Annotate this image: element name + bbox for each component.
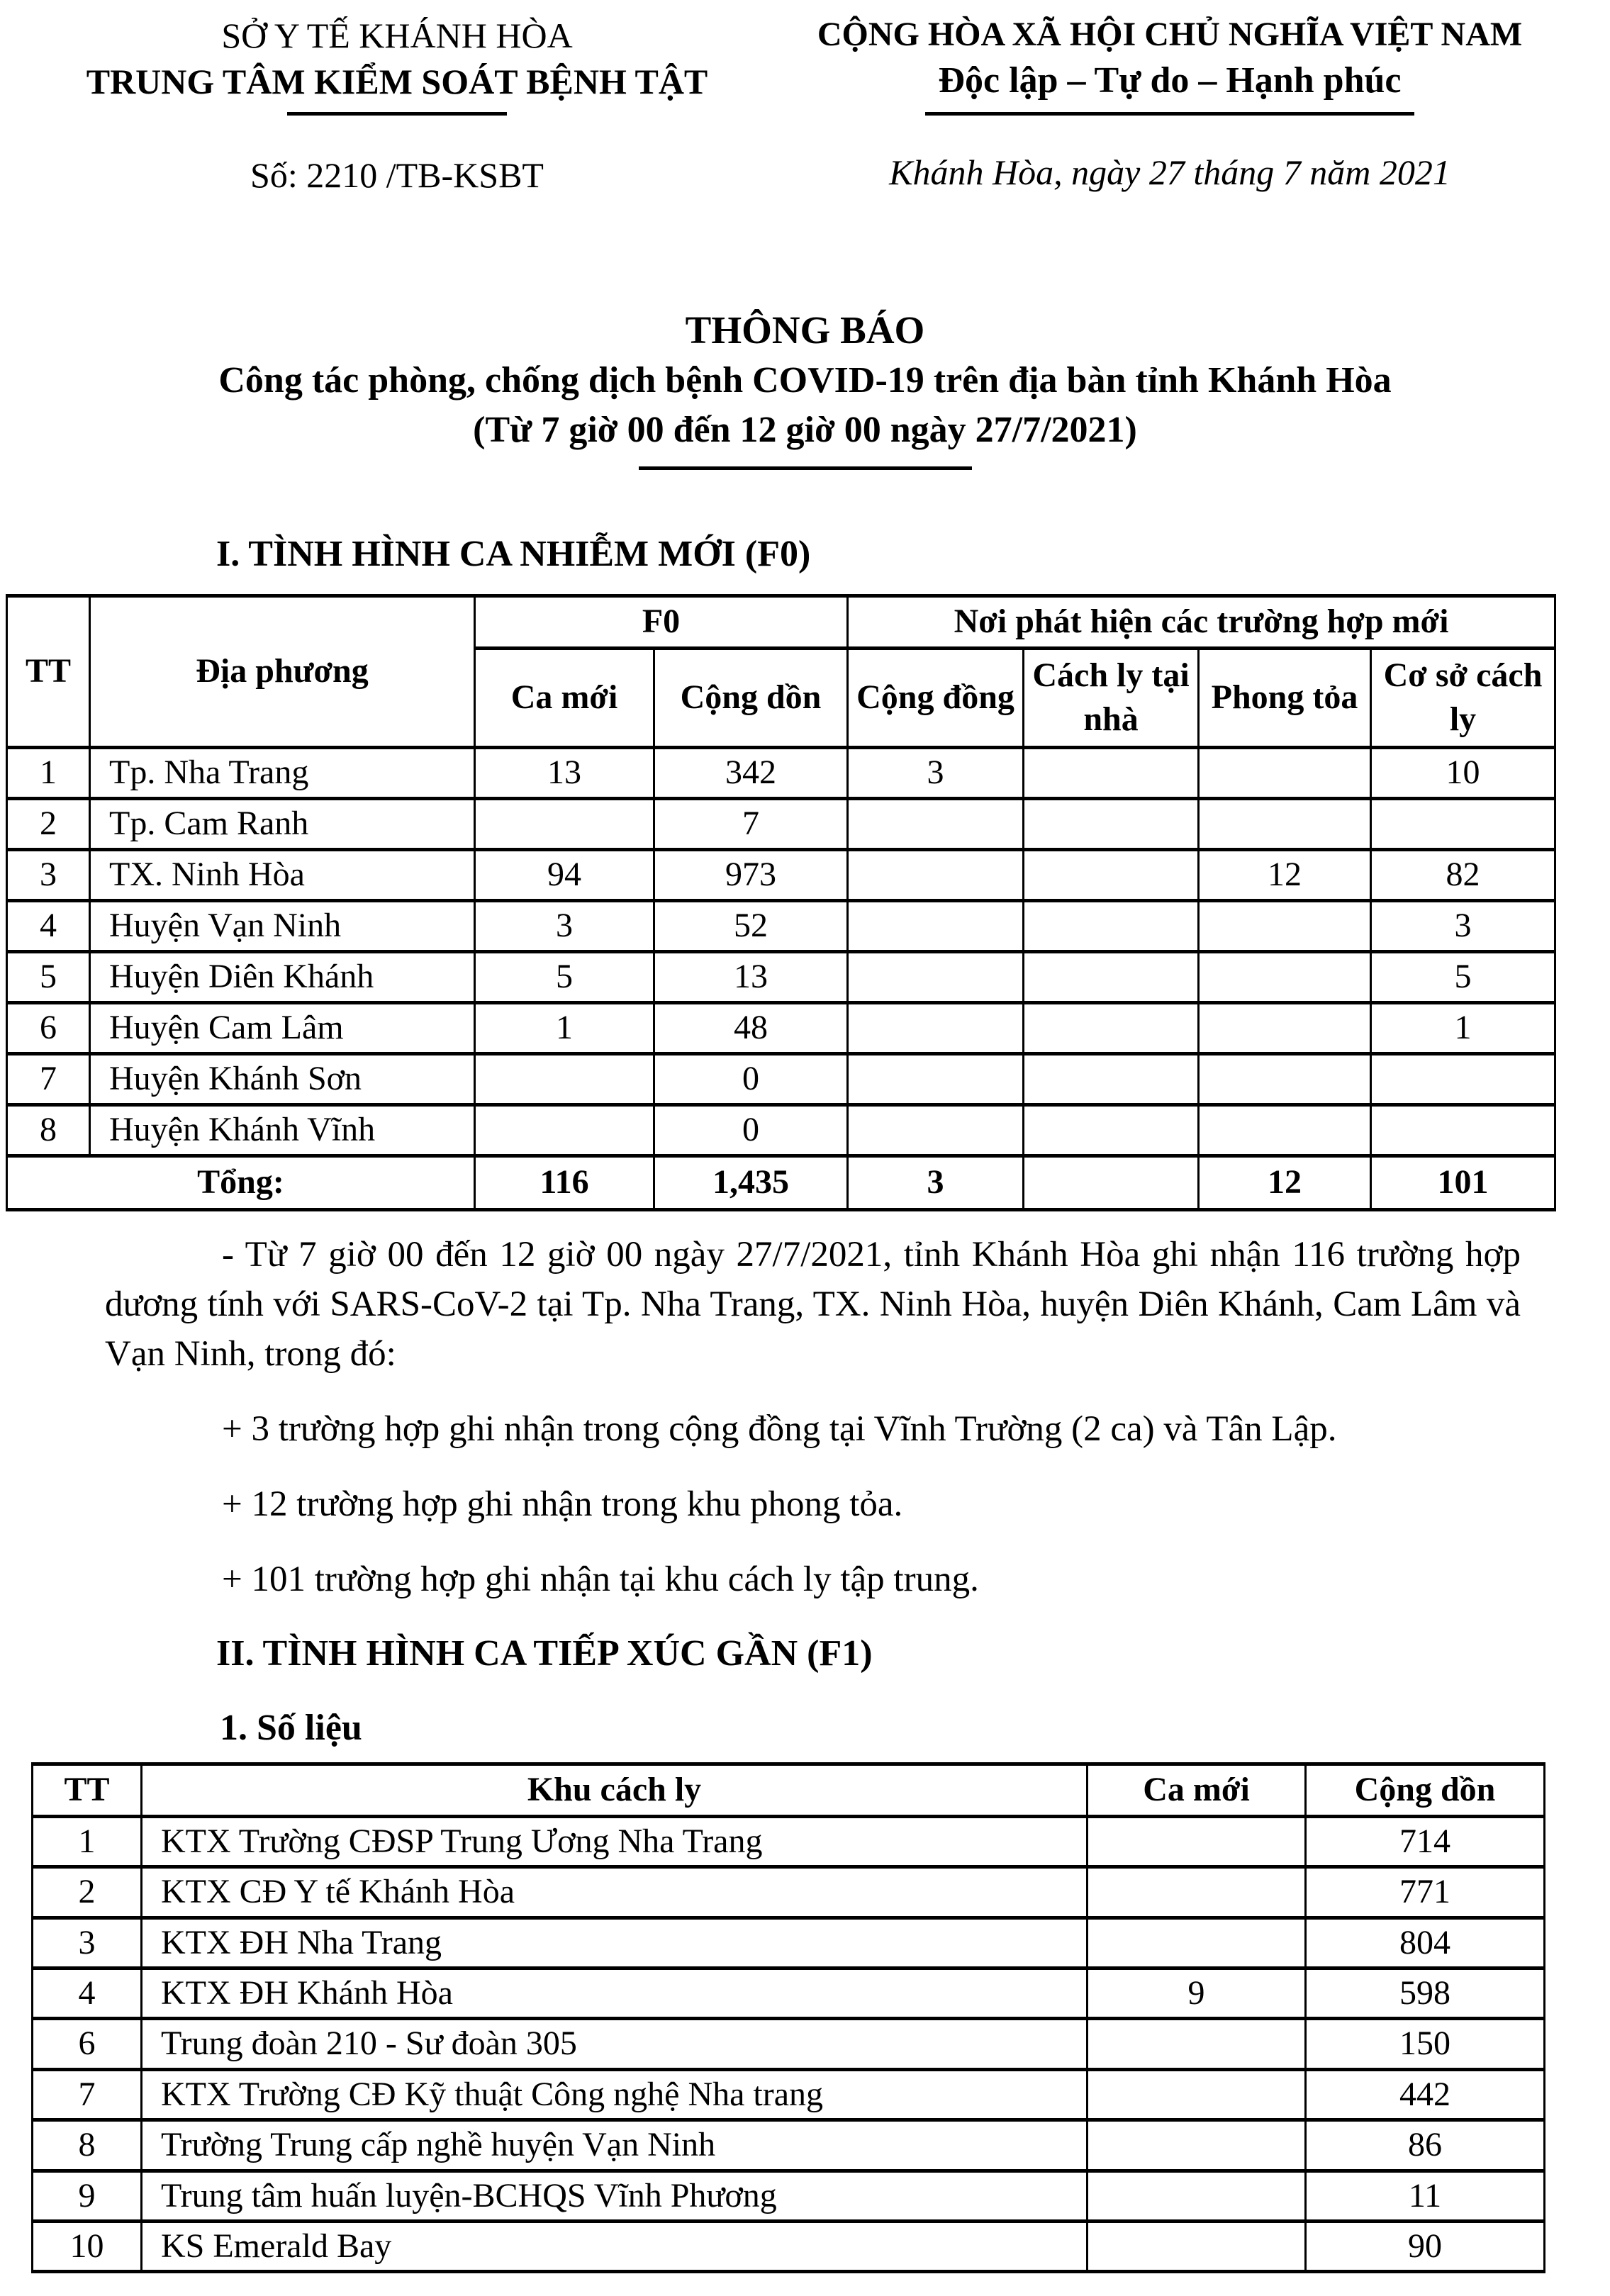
cell-dia-phuong: Huyện Cam Lâm	[90, 1002, 475, 1053]
cell-cong-dong	[848, 951, 1024, 1002]
cell-tt: 5	[7, 951, 90, 1002]
cell-cong-dong	[848, 900, 1024, 951]
national-title: CỘNG HÒA XÃ HỘI CHỦ NGHĨA VIỆT NAM	[817, 16, 1523, 53]
col-header-khu-cach-ly: Khu cách ly	[142, 1764, 1088, 1816]
cell-tt: 8	[33, 2120, 142, 2171]
cell-cong-don: 86	[1306, 2120, 1545, 2171]
cell-ca-moi: 5	[475, 951, 654, 1002]
cell-tt: 10	[33, 2221, 142, 2271]
cell-ca-moi	[1088, 2019, 1306, 2069]
col-header-co-so-cach-ly: Cơ sở cách ly	[1371, 648, 1555, 747]
table-row	[7, 1053, 1555, 1104]
cell-ca-moi: 9	[1088, 1968, 1306, 2018]
cell-ca-moi	[1088, 2120, 1306, 2171]
cell-tt: 1	[7, 747, 90, 798]
cell-cong-don: 442	[1306, 2069, 1545, 2119]
table-row	[7, 1104, 1555, 1155]
table-row	[7, 798, 1555, 849]
cell-co-so-cach-ly: 82	[1371, 849, 1555, 900]
table-row	[33, 2019, 1545, 2069]
cell-khu-cach-ly: Trung đoàn 210 - Sư đoàn 305	[142, 2019, 1088, 2069]
table-row	[33, 1867, 1545, 1917]
cell-co-so-cach-ly: 1	[1371, 1002, 1555, 1053]
section-1-heading: I. TÌNH HÌNH CA NHIỄM MỚI (F0)	[216, 534, 811, 574]
cell-cach-ly-tai-nha	[1024, 900, 1199, 951]
cell-total-cong-dong: 3	[848, 1155, 1024, 1209]
document-time-range: (Từ 7 giờ 00 đến 12 giờ 00 ngày 27/7/2021)	[473, 410, 1137, 450]
cell-co-so-cach-ly: 3	[1371, 900, 1555, 951]
cell-cong-don: 90	[1306, 2221, 1545, 2271]
agency-parent-name: SỞ Y TẾ KHÁNH HÒA	[221, 16, 573, 55]
cell-cong-dong	[848, 849, 1024, 900]
cell-cong-dong	[848, 1053, 1024, 1104]
cell-tt: 3	[7, 849, 90, 900]
col-header-ca-moi: Ca mới	[475, 648, 654, 747]
col-group-f0: F0	[475, 595, 848, 648]
cell-khu-cach-ly: KTX ĐH Khánh Hòa	[142, 1968, 1088, 2018]
table-row	[33, 2171, 1545, 2221]
table-row	[33, 1968, 1545, 2018]
cell-phong-toa	[1199, 900, 1371, 951]
cell-phong-toa	[1199, 1104, 1371, 1155]
motto-underline	[925, 112, 1414, 116]
cell-ca-moi	[475, 798, 654, 849]
cell-total-cong-don: 1,435	[654, 1155, 848, 1209]
cell-cong-don: 973	[654, 849, 848, 900]
table-row	[7, 849, 1555, 900]
cell-co-so-cach-ly	[1371, 1104, 1555, 1155]
cell-khu-cach-ly: KS Emerald Bay	[142, 2221, 1088, 2271]
cell-tt: 3	[33, 1917, 142, 1968]
title-underline	[639, 466, 972, 470]
cell-ca-moi	[1088, 1917, 1306, 1968]
cell-ca-moi: 3	[475, 900, 654, 951]
section-2-subheading: 1. Số liệu	[220, 1708, 362, 1749]
cell-khu-cach-ly: Trường Trung cấp nghề huyện Vạn Ninh	[142, 2120, 1088, 2171]
col-group-noi-phat-hien: Nơi phát hiện các trường hợp mới	[848, 595, 1555, 648]
cell-phong-toa	[1199, 798, 1371, 849]
cell-cong-dong	[848, 798, 1024, 849]
cell-dia-phuong: Huyện Diên Khánh	[90, 951, 475, 1002]
f1-table-header-row	[33, 1764, 1545, 1816]
document-title: THÔNG BÁO	[685, 308, 925, 352]
cell-tt: 4	[33, 1968, 142, 2018]
cell-ca-moi	[1088, 2221, 1306, 2271]
cell-cach-ly-tai-nha	[1024, 1053, 1199, 1104]
cell-total-ca-moi: 116	[475, 1155, 654, 1209]
cell-ca-moi	[1088, 1816, 1306, 1866]
f0-table	[6, 594, 1556, 1211]
cell-cong-dong	[848, 1104, 1024, 1155]
table-row	[7, 951, 1555, 1002]
paragraph-quarantine-cases: + 101 trường hợp ghi nhận tại khu cách ly tập trung.	[222, 1559, 979, 1599]
col-header-cong-dong: Cộng đồng	[848, 648, 1024, 747]
cell-cong-don: 598	[1306, 1968, 1545, 2018]
cell-cong-don: 48	[654, 1002, 848, 1053]
col-header-cong-don: Cộng dồn	[1306, 1764, 1545, 1816]
cell-ca-moi	[1088, 2171, 1306, 2221]
table-row	[7, 1002, 1555, 1053]
col-header-cong-don: Cộng dồn	[654, 648, 848, 747]
cell-tt: 4	[7, 900, 90, 951]
table-row	[7, 747, 1555, 798]
cell-cong-don: 0	[654, 1053, 848, 1104]
cell-cong-don: 342	[654, 747, 848, 798]
cell-ca-moi	[475, 1104, 654, 1155]
cell-cong-dong	[848, 1002, 1024, 1053]
cell-dia-phuong: TX. Ninh Hòa	[90, 849, 475, 900]
cell-phong-toa	[1199, 747, 1371, 798]
cell-cong-dong: 3	[848, 747, 1024, 798]
document-subtitle: Công tác phòng, chống dịch bệnh COVID-19 trên địa bàn tỉnh Khánh Hòa	[218, 360, 1392, 401]
cell-total-phong-toa: 12	[1199, 1155, 1371, 1209]
cell-tt: 9	[33, 2171, 142, 2221]
cell-khu-cach-ly: Trung tâm huấn luyện-BCHQS Vĩnh Phương	[142, 2171, 1088, 2221]
cell-cach-ly-tai-nha	[1024, 1002, 1199, 1053]
cell-cach-ly-tai-nha	[1024, 849, 1199, 900]
cell-cong-don: 804	[1306, 1917, 1545, 1968]
national-motto: Độc lập – Tự do – Hạnh phúc	[938, 60, 1402, 101]
paragraph-lockdown-cases: + 12 trường hợp ghi nhận trong khu phong tỏa.	[222, 1484, 903, 1524]
cell-dia-phuong: Huyện Khánh Vĩnh	[90, 1104, 475, 1155]
f1-table	[31, 1762, 1545, 2274]
cell-cong-don: 771	[1306, 1867, 1545, 1917]
table-row	[7, 900, 1555, 951]
cell-phong-toa: 12	[1199, 849, 1371, 900]
total-row	[7, 1155, 1555, 1209]
cell-co-so-cach-ly: 5	[1371, 951, 1555, 1002]
cell-tt: 1	[33, 1816, 142, 1866]
cell-ca-moi	[1088, 1867, 1306, 1917]
table-row	[33, 2221, 1545, 2271]
cell-cach-ly-tai-nha	[1024, 798, 1199, 849]
cell-tt: 7	[33, 2069, 142, 2119]
cell-ca-moi: 94	[475, 849, 654, 900]
col-header-tt: TT	[33, 1764, 142, 1816]
paragraph-community-cases: + 3 trường hợp ghi nhận trong cộng đồng tại Vĩnh Trường (2 ca) và Tân Lập.	[222, 1409, 1337, 1449]
section-2-heading: II. TÌNH HÌNH CA TIẾP XÚC GẦN (F1)	[216, 1633, 873, 1674]
cell-dia-phuong: Huyện Vạn Ninh	[90, 900, 475, 951]
table-row	[33, 1917, 1545, 1968]
cell-ca-moi: 1	[475, 1002, 654, 1053]
section-1-paragraphs	[0, 1230, 1610, 1604]
cell-dia-phuong: Huyện Khánh Sơn	[90, 1053, 475, 1104]
cell-cong-don: 150	[1306, 2019, 1545, 2069]
cell-total-cach-ly-tai-nha	[1024, 1155, 1199, 1209]
table-row	[33, 2120, 1545, 2171]
document-header	[0, 0, 1610, 198]
document-number: Số: 2210 /TB-KSBT	[250, 155, 544, 195]
paragraph-summary: - Từ 7 giờ 00 đến 12 giờ 00 ngày 27/7/2021, tỉnh Khánh Hòa ghi nhận 116 trường hợp dương tính với SARS-CoV-2 tại Tp. Nha Trang, TX. Ninh Hòa, huyện Diên Khánh, Cam Lâm và Vạn Ninh, trong đó:	[105, 1234, 1521, 1374]
col-header-ca-moi: Ca mới	[1088, 1764, 1306, 1816]
cell-phong-toa	[1199, 1053, 1371, 1104]
issuing-agency-block	[0, 13, 794, 198]
cell-cach-ly-tai-nha	[1024, 951, 1199, 1002]
f0-table-header-row-1	[7, 595, 1555, 648]
place-date-line: Khánh Hòa, ngày 27 tháng 7 năm 2021	[889, 152, 1450, 192]
cell-tt: 8	[7, 1104, 90, 1155]
cell-total-label: Tổng:	[7, 1155, 475, 1209]
cell-dia-phuong: Tp. Cam Ranh	[90, 798, 475, 849]
cell-tt: 6	[7, 1002, 90, 1053]
agency-underline	[287, 112, 507, 116]
cell-total-co-so-cach-ly: 101	[1371, 1155, 1555, 1209]
cell-dia-phuong: Tp. Nha Trang	[90, 747, 475, 798]
cell-khu-cach-ly: KTX ĐH Nha Trang	[142, 1917, 1088, 1968]
cell-cong-don: 714	[1306, 1816, 1545, 1866]
cell-khu-cach-ly: KTX CĐ Y tế Khánh Hòa	[142, 1867, 1088, 1917]
cell-phong-toa	[1199, 1002, 1371, 1053]
col-header-dia-phuong: Địa phương	[90, 595, 475, 747]
cell-ca-moi	[475, 1053, 654, 1104]
cell-ca-moi: 13	[475, 747, 654, 798]
cell-cong-don: 0	[654, 1104, 848, 1155]
cell-co-so-cach-ly: 10	[1371, 747, 1555, 798]
cell-cach-ly-tai-nha	[1024, 1104, 1199, 1155]
cell-tt: 2	[7, 798, 90, 849]
cell-tt: 6	[33, 2019, 142, 2069]
title-block	[0, 305, 1610, 470]
table-row	[33, 1816, 1545, 1866]
table-row	[33, 2069, 1545, 2119]
cell-khu-cach-ly: KTX Trường CĐSP Trung Ương Nha Trang	[142, 1816, 1088, 1866]
cell-cong-don: 13	[654, 951, 848, 1002]
cell-cong-don: 52	[654, 900, 848, 951]
cell-ca-moi	[1088, 2069, 1306, 2119]
cell-cong-don: 11	[1306, 2171, 1545, 2221]
cell-co-so-cach-ly	[1371, 798, 1555, 849]
cell-cach-ly-tai-nha	[1024, 747, 1199, 798]
col-header-tt: TT	[7, 595, 90, 747]
col-header-cach-ly-tai-nha: Cách ly tại nhà	[1024, 648, 1199, 747]
cell-co-so-cach-ly	[1371, 1053, 1555, 1104]
cell-khu-cach-ly: KTX Trường CĐ Kỹ thuật Công nghệ Nha trang	[142, 2069, 1088, 2119]
cell-tt: 2	[33, 1867, 142, 1917]
cell-phong-toa	[1199, 951, 1371, 1002]
cell-tt: 7	[7, 1053, 90, 1104]
col-header-phong-toa: Phong tỏa	[1199, 648, 1371, 747]
agency-name: TRUNG TÂM KIỂM SOÁT BỆNH TẬT	[86, 62, 708, 101]
cell-cong-don: 7	[654, 798, 848, 849]
national-motto-block	[794, 13, 1545, 198]
